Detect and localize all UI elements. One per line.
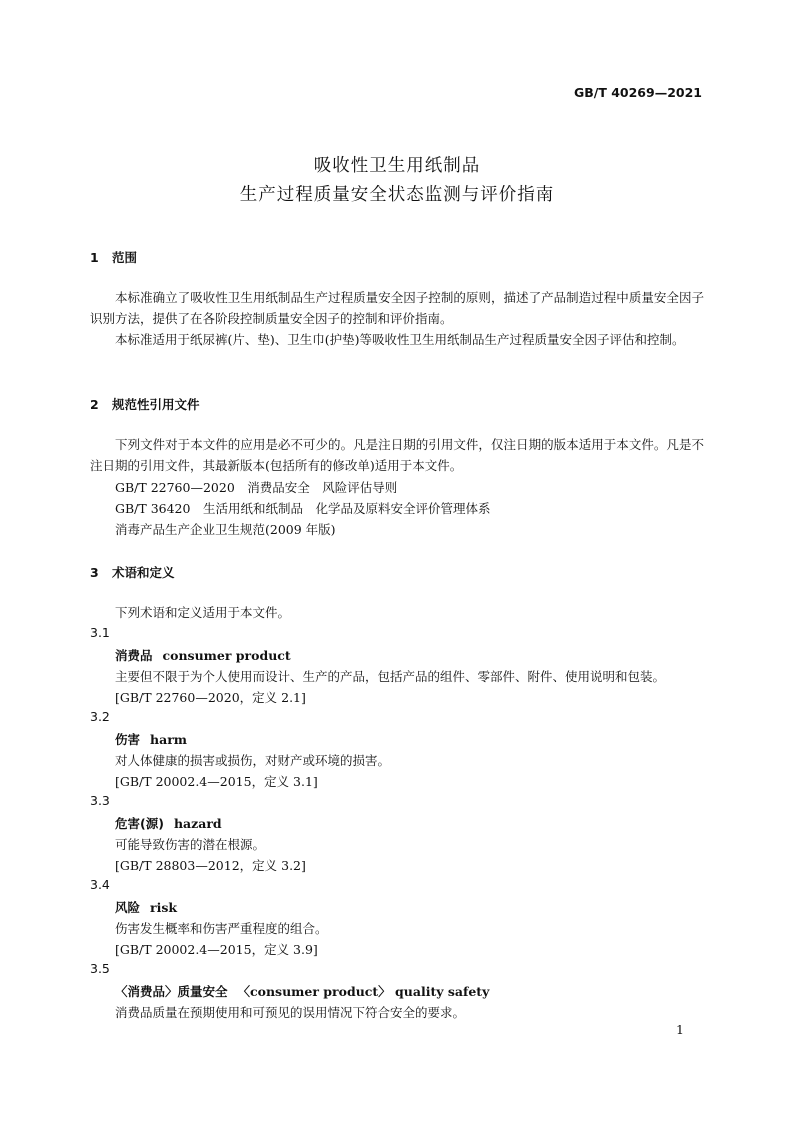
scope-paragraph-1: 本标准确立了吸收性卫生用纸制品生产过程质量安全因子控制的原则，描述了产品制造过程中质量安全因子识别方法，提供了在各阶段控制质量安全因子的控制和评价指南。 [90, 290, 704, 326]
term-source: [GB/T 20002.4—2015，定义 3.9] [115, 942, 318, 957]
section-heading-references [90, 395, 200, 413]
term-definition: 主要但不限于为个人使用而设计、生产的产品，包括产品的组件、零部件、附件、使用说明和包装。 [115, 669, 666, 684]
term-definition: 伤害发生概率和伤害严重程度的组合。 [115, 921, 328, 936]
term-number: 3.4 [90, 877, 110, 892]
term-entry [115, 646, 291, 664]
term-english: 〈consumer product〉 quality safety [237, 984, 490, 999]
section-title: 术语和定义 [112, 565, 175, 580]
term-entry [115, 730, 187, 748]
term-source: [GB/T 22760—2020，定义 2.1] [115, 690, 306, 705]
term-entry [115, 814, 222, 832]
term-entry [115, 982, 489, 1000]
term-chinese: 伤害 [115, 732, 141, 747]
reference-item: 消毒产品生产企业卫生规范(2009 年版) [115, 522, 336, 537]
terms-intro: 下列术语和定义适用于本文件。 [115, 605, 291, 620]
term-chinese: 风险 [115, 900, 141, 915]
section-title: 规范性引用文件 [112, 397, 200, 412]
section-number: 2 [90, 397, 99, 412]
term-chinese: 〈消费品〉质量安全 [115, 984, 228, 999]
term-number: 3.5 [90, 961, 110, 976]
section-title: 范围 [112, 250, 138, 265]
term-english: consumer product [162, 648, 291, 663]
term-number: 3.1 [90, 625, 110, 640]
term-english: hazard [173, 816, 222, 831]
term-number: 3.2 [90, 709, 110, 724]
section-number: 3 [90, 565, 99, 580]
references-intro: 下列文件对于本文件的应用是必不可少的。凡是注日期的引用文件，仅注日期的版本适用于本文件。凡是不注日期的引用文件，其最新版本(包括所有的修改单)适用于本文件。 [90, 437, 704, 473]
reference-item: GB/T 36420 生活用纸和纸制品 化学品及原料安全评价管理体系 [115, 501, 491, 516]
term-source: [GB/T 28803—2012，定义 3.2] [115, 858, 306, 873]
doc-title-line2: 生产过程质量安全状态监测与评价指南 [239, 185, 555, 205]
term-english: risk [150, 900, 178, 915]
doc-title-line1: 吸收性卫生用纸制品 [313, 156, 481, 176]
term-chinese: 消费品 [115, 648, 153, 663]
term-english: harm [150, 732, 188, 747]
section-heading-scope [90, 248, 137, 266]
term-definition: 消费品质量在预期使用和可预见的误用情况下符合安全的要求。 [115, 1005, 466, 1020]
term-definition: 可能导致伤害的潜在根源。 [115, 837, 266, 852]
term-number: 3.3 [90, 793, 110, 808]
term-definition: 对人体健康的损害或损伤，对财产或环境的损害。 [115, 753, 391, 768]
reference-item: GB/T 22760—2020 消费品安全 风险评估导则 [115, 480, 398, 495]
term-source: [GB/T 20002.4—2015，定义 3.1] [115, 774, 318, 789]
page-number: 1 [676, 1022, 684, 1037]
standard-code: GB/T 40269—2021 [573, 85, 702, 100]
term-chinese: 危害(源) [115, 816, 164, 831]
section-heading-terms [90, 563, 175, 581]
section-number: 1 [90, 250, 99, 265]
term-entry [115, 898, 177, 916]
scope-paragraph-2: 本标准适用于纸尿裤(片、垫)、卫生巾(护垫)等吸收性卫生用纸制品生产过程质量安全因子评估和控制。 [115, 332, 685, 347]
